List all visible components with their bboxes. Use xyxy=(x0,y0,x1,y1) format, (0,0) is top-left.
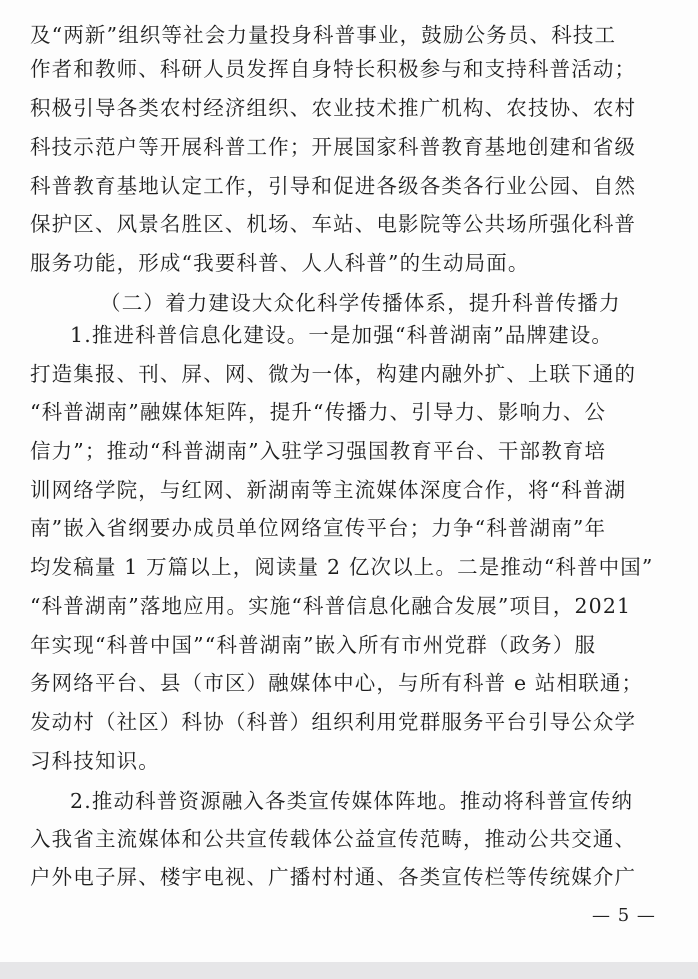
body-text-line: “科普湖南”融媒体矩阵，提升“传播力、引导力、影响力、公 xyxy=(30,400,607,425)
viewer-bottom-band xyxy=(0,962,698,979)
body-text-line: 保护区、风景名胜区、机场、车站、电影院等公共场所强化科普 xyxy=(30,212,637,237)
body-text-line: 训网络学院，与红网、新湖南等主流媒体深度合作，将“科普湖 xyxy=(30,477,627,502)
body-text-line: 入我省主流媒体和公共宣传载体公益宣传范畴，推动公共交通、 xyxy=(30,827,637,851)
body-text-line: 务网络平台、县（市区）融媒体中心，与所有科普 e 站相联通； xyxy=(30,671,644,696)
body-text-line: 科普教育基地认定工作，引导和促进各级各类各行业公园、自然 xyxy=(30,173,637,198)
body-text-line: 科技示范户等开展科普工作；开展国家科普教育基地创建和省级 xyxy=(30,134,637,159)
body-text-line: 服务功能，形成“我要科普、人人科普”的生动局面。 xyxy=(30,250,530,275)
body-text-line: 南”嵌入省纲要办成员单位网络宣传平台；力争“科普湖南”年 xyxy=(30,516,607,541)
body-text-line: 信力”；推动“科普湖南”入驻学习强国教育平台、干部教育培 xyxy=(30,439,607,463)
body-text-line: 发动村（社区）科协（科普）组织利用党群服务平台引导公众学 xyxy=(30,709,637,734)
body-text-line: 打造集报、刊、屏、网、微为一体，构建内融外扩、上联下通的 xyxy=(30,361,637,386)
paragraph-first-line: 2.推动科普资源融入各类宣传媒体阵地。推动将科普宣传纳 xyxy=(70,789,634,813)
body-text-line: 作者和教师、科研人员发挥自身特长积极参与和支持科普活动； xyxy=(30,57,637,82)
body-text-line: “科普湖南”落地应用。实施“科普信息化融合发展”项目，2021 xyxy=(30,593,632,618)
section-heading: （二）着力建设大众化科学传播体系，提升科普传播力 xyxy=(100,291,621,316)
body-text-line: 及“两新”组织等社会力量投身科普事业，鼓励公务员、科技工 xyxy=(30,23,617,48)
body-text-line: 均发稿量 1 万篇以上，阅读量 2 亿次以上。二是推动“科普中国” xyxy=(30,555,654,580)
body-text-line: 年实现“科普中国”“科普湖南”嵌入所有市州党群（政务）服 xyxy=(30,632,597,657)
body-text-line: 积极引导各类农村经济组织、农业技术推广机构、农技协、农村 xyxy=(30,96,637,121)
page-number: — 5 — xyxy=(592,905,656,926)
body-text-line: 户外电子屏、楼宇电视、广播村村通、各类宣传栏等传统媒介广 xyxy=(30,865,637,889)
body-text-line: 习科技知识。 xyxy=(30,748,160,773)
paragraph-first-line: 1.推进科普信息化建设。一是加强“科普湖南”品牌建设。 xyxy=(70,322,614,347)
